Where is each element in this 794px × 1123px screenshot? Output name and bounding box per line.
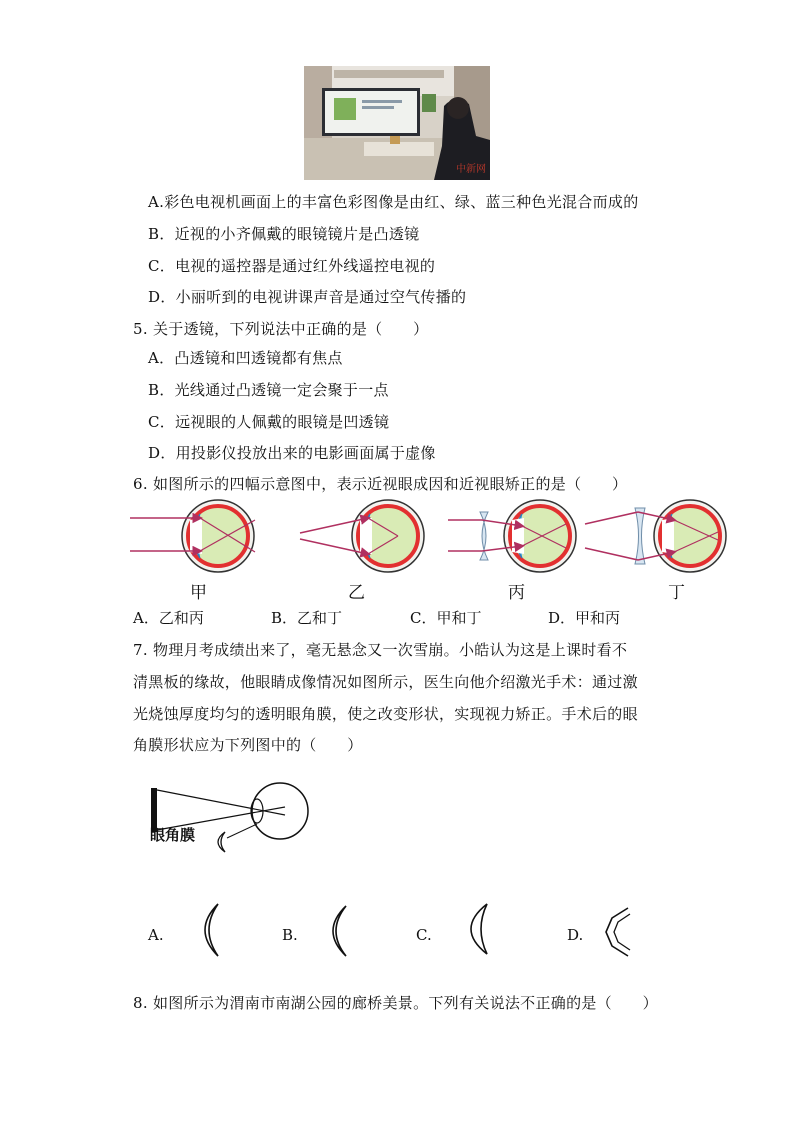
tv-lesson-photo (304, 66, 490, 180)
q5-option-d: D．用投影仪投放出来的电影画面属于虚像 (148, 444, 436, 462)
eye-label-bing: 丙 (508, 583, 525, 603)
eye-diagram-ding (585, 500, 726, 572)
cornea-shape-d (600, 904, 636, 960)
eye-label-yi: 乙 (348, 583, 365, 603)
q7-line-4: 角膜形状应为下列图中的（ ） (133, 736, 363, 754)
q4-option-b: B．近视的小齐佩戴的眼镜镜片是凸透镜 (148, 225, 420, 243)
cornea-shape-c (455, 900, 495, 958)
q6-option-c: C．甲和丁 (410, 609, 482, 627)
q7-line-2: 清黑板的缘故，他眼睛成像情况如图所示，医生向他介绍激光手术：通过激 (133, 673, 638, 691)
q5-option-c: C．远视眼的人佩戴的眼镜是凹透镜 (148, 413, 390, 431)
cornea-label: 眼角膜 (150, 826, 196, 844)
q5-option-a: A．凸透镜和凹透镜都有焦点 (148, 349, 343, 367)
q7-option-c: C. (416, 926, 432, 944)
q6-option-a: A．乙和丙 (133, 609, 204, 627)
q4-option-d: D．小丽听到的电视讲课声音是通过空气传播的 (148, 288, 467, 306)
eye-label-ding: 丁 (668, 583, 685, 603)
q5-stem: 5. 关于透镜，下列说法中正确的是（ ） (133, 320, 429, 338)
cornea-shape-a (190, 900, 224, 960)
q4-option-c: C．电视的遥控器是通过红外线遥控电视的 (148, 257, 436, 275)
eye-diagram-yi (300, 500, 424, 572)
q8-stem: 8. 如图所示为渭南市南湖公园的廊桥美景。下列有关说法不正确的是（ ） (133, 994, 658, 1012)
q5-option-b: B．光线通过凸透镜一定会聚于一点 (148, 381, 389, 399)
q7-option-b: B. (282, 926, 298, 944)
q6-option-d: D．甲和丙 (548, 609, 621, 627)
q7-line-3: 光烧蚀厚度均匀的透明眼角膜，使之改变形状，实现视力矫正。手术后的眼 (133, 705, 638, 723)
cornea-shape-b (320, 902, 354, 960)
eye-imaging-figure (145, 780, 315, 860)
q6-options (133, 607, 653, 627)
eye-diagrams (130, 496, 730, 578)
eye-diagram-bing (448, 500, 576, 572)
q7-option-a: A. (148, 926, 164, 944)
eye-diagram-jia (130, 500, 255, 572)
q7-line-1: 7. 物理月考成绩出来了，毫无悬念又一次雪崩。小皓认为这是上课时看不 (133, 641, 628, 659)
eye-label-jia: 甲 (190, 583, 207, 603)
q6-option-b: B．乙和丁 (271, 609, 343, 627)
q6-stem: 6. 如图所示的四幅示意图中，表示近视眼成因和近视眼矫正的是（ ） (133, 475, 628, 493)
photo-watermark: 中新网 (456, 164, 486, 175)
q7-option-d: D. (567, 926, 584, 944)
q4-option-a: A.彩色电视机画面上的丰富色彩图像是由红、绿、蓝三种色光混合而成的 (148, 193, 639, 211)
